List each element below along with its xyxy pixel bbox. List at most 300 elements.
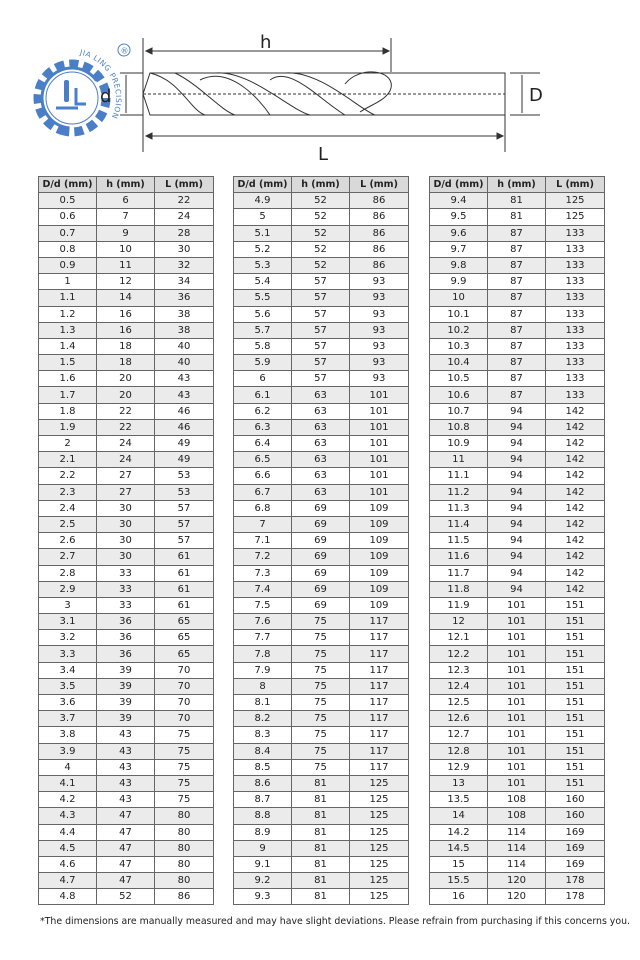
- table-cell: 4.3: [39, 808, 97, 824]
- table-cell: 4.2: [39, 792, 97, 808]
- table-row: [430, 614, 605, 630]
- table-cell: 2.1: [39, 452, 97, 468]
- table-cell: 13.5: [430, 792, 488, 808]
- table-row: [234, 646, 409, 662]
- table-cell: 57: [292, 306, 350, 322]
- table-cell: 117: [350, 695, 409, 711]
- table-cell: 87: [488, 274, 546, 290]
- table-cell: 36: [97, 630, 155, 646]
- table-cell: 93: [350, 290, 409, 306]
- table-cell: 8.9: [234, 824, 292, 840]
- table-cell: 9.6: [430, 225, 488, 241]
- table-cell: 11: [430, 452, 488, 468]
- table-row: [234, 889, 409, 905]
- table-row: [430, 290, 605, 306]
- table-cell: 69: [292, 581, 350, 597]
- table-row: [430, 452, 605, 468]
- table-cell: 69: [292, 597, 350, 613]
- table-row: [39, 533, 214, 549]
- table-row: [234, 209, 409, 225]
- table-cell: 6: [97, 193, 155, 209]
- table-cell: 0.9: [39, 257, 97, 273]
- table-row: [234, 775, 409, 791]
- table-row: [39, 452, 214, 468]
- table-cell: 22: [97, 403, 155, 419]
- table-row: [39, 597, 214, 613]
- table-cell: 46: [155, 403, 214, 419]
- table-cell: 142: [546, 403, 605, 419]
- table-row: [234, 436, 409, 452]
- table-cell: 11.5: [430, 533, 488, 549]
- table-cell: 80: [155, 856, 214, 872]
- table-header-row: [39, 177, 214, 193]
- table-row: [39, 241, 214, 257]
- table-cell: 142: [546, 500, 605, 516]
- column-header: D/d (mm): [234, 177, 292, 193]
- table-cell: 101: [488, 630, 546, 646]
- table-cell: 81: [488, 193, 546, 209]
- table-cell: 4.6: [39, 856, 97, 872]
- table-cell: 151: [546, 775, 605, 791]
- table-cell: 2.7: [39, 549, 97, 565]
- table-cell: 43: [97, 727, 155, 743]
- table-cell: 101: [350, 419, 409, 435]
- table-cell: 57: [292, 322, 350, 338]
- table-cell: 3.3: [39, 646, 97, 662]
- table-cell: 8.8: [234, 808, 292, 824]
- table-cell: 75: [155, 775, 214, 791]
- table-row: [430, 468, 605, 484]
- table-cell: 75: [292, 711, 350, 727]
- table-cell: 11.3: [430, 500, 488, 516]
- table-cell: 1.1: [39, 290, 97, 306]
- table-row: [39, 338, 214, 354]
- table-cell: 5.1: [234, 225, 292, 241]
- table-row: [430, 889, 605, 905]
- table-row: [234, 338, 409, 354]
- table-cell: 94: [488, 403, 546, 419]
- table-cell: 1: [39, 274, 97, 290]
- table-cell: 7.7: [234, 630, 292, 646]
- table-cell: 125: [350, 873, 409, 889]
- column-header: h (mm): [97, 177, 155, 193]
- table-cell: 47: [97, 808, 155, 824]
- table-cell: 11.2: [430, 484, 488, 500]
- table-row: [39, 711, 214, 727]
- table-cell: 16: [430, 889, 488, 905]
- logo-brand-text: JIA LING PRECISION: [79, 47, 124, 121]
- table-cell: 101: [350, 387, 409, 403]
- table-cell: 8.7: [234, 792, 292, 808]
- table-cell: 7.1: [234, 533, 292, 549]
- table-cell: 75: [155, 727, 214, 743]
- table-row: [430, 355, 605, 371]
- table-cell: 101: [350, 403, 409, 419]
- table-row: [39, 824, 214, 840]
- table-cell: 18: [97, 355, 155, 371]
- table-cell: 61: [155, 597, 214, 613]
- table-cell: 75: [292, 662, 350, 678]
- table-cell: 93: [350, 306, 409, 322]
- table-cell: 11.7: [430, 565, 488, 581]
- table-cell: 3: [39, 597, 97, 613]
- table-row: [234, 759, 409, 775]
- table-cell: 22: [155, 193, 214, 209]
- table-cell: 117: [350, 630, 409, 646]
- table-cell: 133: [546, 306, 605, 322]
- table-row: [39, 662, 214, 678]
- table-cell: 80: [155, 824, 214, 840]
- table-row: [39, 889, 214, 905]
- table-cell: 13: [430, 775, 488, 791]
- table-cell: 109: [350, 565, 409, 581]
- table-cell: 3.6: [39, 695, 97, 711]
- table-row: [430, 436, 605, 452]
- table-cell: 43: [155, 387, 214, 403]
- table-cell: 11.4: [430, 516, 488, 532]
- table-cell: 133: [546, 274, 605, 290]
- table-cell: 33: [97, 565, 155, 581]
- table-row: [39, 727, 214, 743]
- table-cell: 30: [97, 549, 155, 565]
- table-cell: 81: [292, 856, 350, 872]
- table-row: [430, 581, 605, 597]
- label-D: D: [529, 85, 543, 106]
- table-row: [234, 824, 409, 840]
- table-cell: 108: [488, 792, 546, 808]
- table-cell: 70: [155, 678, 214, 694]
- table-cell: 4.7: [39, 873, 97, 889]
- table-row: [39, 225, 214, 241]
- table-row: [39, 856, 214, 872]
- table-cell: 94: [488, 516, 546, 532]
- table-cell: 28: [155, 225, 214, 241]
- table-row: [234, 727, 409, 743]
- table-row: [430, 549, 605, 565]
- table-cell: 3.1: [39, 614, 97, 630]
- table-cell: 1.6: [39, 371, 97, 387]
- table-cell: 75: [292, 614, 350, 630]
- table-header-row: [430, 177, 605, 193]
- table-cell: 10.9: [430, 436, 488, 452]
- table-row: [234, 193, 409, 209]
- table-cell: 7.2: [234, 549, 292, 565]
- table-cell: 151: [546, 646, 605, 662]
- table-cell: 86: [155, 889, 214, 905]
- table-cell: 3.2: [39, 630, 97, 646]
- table-row: [234, 468, 409, 484]
- drill-drawing: [120, 38, 540, 152]
- table-cell: 70: [155, 711, 214, 727]
- table-cell: 94: [488, 533, 546, 549]
- table-cell: 87: [488, 355, 546, 371]
- table-cell: 81: [292, 775, 350, 791]
- table-cell: 86: [350, 257, 409, 273]
- table-cell: 5.6: [234, 306, 292, 322]
- table-cell: 8.6: [234, 775, 292, 791]
- table-cell: 3.5: [39, 678, 97, 694]
- table-cell: 7.5: [234, 597, 292, 613]
- table-row: [39, 484, 214, 500]
- table-cell: 75: [292, 678, 350, 694]
- table-cell: 10.7: [430, 403, 488, 419]
- table-cell: 75: [292, 759, 350, 775]
- table-cell: 36: [97, 614, 155, 630]
- table-cell: 63: [292, 403, 350, 419]
- table-cell: 151: [546, 678, 605, 694]
- registered-mark: ®: [120, 46, 129, 56]
- table-cell: 7.6: [234, 614, 292, 630]
- table-cell: 4.4: [39, 824, 97, 840]
- table-cell: 94: [488, 419, 546, 435]
- table-cell: 2.2: [39, 468, 97, 484]
- table-row: [39, 371, 214, 387]
- table-cell: 10: [97, 241, 155, 257]
- table-row: [39, 873, 214, 889]
- table-cell: 43: [97, 792, 155, 808]
- table-row: [430, 306, 605, 322]
- table-cell: 24: [155, 209, 214, 225]
- table-row: [430, 371, 605, 387]
- size-table-1: [38, 176, 214, 905]
- table-cell: 57: [155, 500, 214, 516]
- table-cell: 142: [546, 468, 605, 484]
- table-row: [430, 274, 605, 290]
- table-cell: 65: [155, 614, 214, 630]
- table-cell: 63: [292, 387, 350, 403]
- table-cell: 10.1: [430, 306, 488, 322]
- drill-dimension-diagram: [0, 0, 640, 170]
- table-cell: 133: [546, 322, 605, 338]
- table-cell: 52: [292, 241, 350, 257]
- table-cell: 8.2: [234, 711, 292, 727]
- table-row: [39, 468, 214, 484]
- disclaimer-note: *The dimensions are manually measured and may have slight deviations. Please refrain from purchasing if this concerns you.: [40, 916, 631, 927]
- table-cell: 86: [350, 225, 409, 241]
- table-cell: 151: [546, 743, 605, 759]
- table-row: [39, 193, 214, 209]
- table-cell: 2.8: [39, 565, 97, 581]
- table-cell: 9.9: [430, 274, 488, 290]
- table-row: [39, 516, 214, 532]
- table-cell: 3.8: [39, 727, 97, 743]
- table-row: [39, 792, 214, 808]
- table-cell: 93: [350, 322, 409, 338]
- table-cell: 114: [488, 824, 546, 840]
- table-cell: 1.2: [39, 306, 97, 322]
- table-row: [39, 257, 214, 273]
- table-cell: 14: [97, 290, 155, 306]
- table-row: [430, 257, 605, 273]
- table-cell: 142: [546, 419, 605, 435]
- table-cell: 94: [488, 436, 546, 452]
- table-cell: 12: [430, 614, 488, 630]
- table-cell: 142: [546, 581, 605, 597]
- table-cell: 81: [488, 209, 546, 225]
- table-cell: 101: [350, 468, 409, 484]
- column-header: L (mm): [155, 177, 214, 193]
- table-cell: 30: [97, 516, 155, 532]
- table-row: [234, 808, 409, 824]
- table-cell: 9.3: [234, 889, 292, 905]
- table-row: [234, 290, 409, 306]
- table-cell: 11.9: [430, 597, 488, 613]
- table-row: [430, 193, 605, 209]
- table-cell: 75: [292, 630, 350, 646]
- table-row: [430, 759, 605, 775]
- table-cell: 9.8: [430, 257, 488, 273]
- table-cell: 8.4: [234, 743, 292, 759]
- table-cell: 11.1: [430, 468, 488, 484]
- table-cell: 5.8: [234, 338, 292, 354]
- table-row: [430, 775, 605, 791]
- table-row: [234, 695, 409, 711]
- table-cell: 69: [292, 516, 350, 532]
- table-cell: 33: [97, 597, 155, 613]
- table-row: [430, 646, 605, 662]
- table-cell: 5.2: [234, 241, 292, 257]
- table-cell: 53: [155, 484, 214, 500]
- table-row: [430, 241, 605, 257]
- table-cell: 10.4: [430, 355, 488, 371]
- table-cell: 12.1: [430, 630, 488, 646]
- table-cell: 101: [488, 759, 546, 775]
- table-row: [430, 419, 605, 435]
- table-cell: 1.7: [39, 387, 97, 403]
- table-cell: 24: [97, 436, 155, 452]
- table-row: [39, 581, 214, 597]
- table-cell: 101: [488, 597, 546, 613]
- table-cell: 38: [155, 306, 214, 322]
- table-cell: 39: [97, 662, 155, 678]
- table-cell: 7.8: [234, 646, 292, 662]
- table-cell: 178: [546, 889, 605, 905]
- table-row: [234, 678, 409, 694]
- table-row: [234, 484, 409, 500]
- table-cell: 94: [488, 484, 546, 500]
- table-cell: 3.7: [39, 711, 97, 727]
- table-cell: 117: [350, 711, 409, 727]
- table-cell: 7.3: [234, 565, 292, 581]
- table-cell: 69: [292, 549, 350, 565]
- table-cell: 101: [350, 484, 409, 500]
- column-header: L (mm): [350, 177, 409, 193]
- table-cell: 160: [546, 792, 605, 808]
- table-cell: 69: [292, 500, 350, 516]
- table-cell: 101: [488, 678, 546, 694]
- table-cell: 94: [488, 565, 546, 581]
- table-row: [430, 565, 605, 581]
- table-cell: 57: [292, 290, 350, 306]
- table-row: [234, 533, 409, 549]
- brand-logo: [33, 44, 130, 137]
- table-cell: 16: [97, 322, 155, 338]
- table-cell: 63: [292, 452, 350, 468]
- table-cell: 34: [155, 274, 214, 290]
- table-cell: 81: [292, 889, 350, 905]
- table-cell: 69: [292, 565, 350, 581]
- table-row: [234, 516, 409, 532]
- table-cell: 4.8: [39, 889, 97, 905]
- table-cell: 101: [350, 436, 409, 452]
- table-row: [39, 500, 214, 516]
- table-cell: 63: [292, 468, 350, 484]
- table-row: [430, 484, 605, 500]
- table-row: [39, 646, 214, 662]
- table-cell: 15: [430, 856, 488, 872]
- table-cell: 20: [97, 387, 155, 403]
- table-cell: 125: [546, 209, 605, 225]
- table-cell: 6.8: [234, 500, 292, 516]
- table-cell: 4: [39, 759, 97, 775]
- table-cell: 101: [350, 452, 409, 468]
- table-cell: 43: [97, 743, 155, 759]
- table-cell: 47: [97, 824, 155, 840]
- table-cell: 80: [155, 808, 214, 824]
- table-cell: 81: [292, 873, 350, 889]
- table-cell: 57: [292, 338, 350, 354]
- table-cell: 47: [97, 873, 155, 889]
- table-cell: 75: [155, 759, 214, 775]
- table-cell: 133: [546, 257, 605, 273]
- table-row: [430, 711, 605, 727]
- table-cell: 80: [155, 840, 214, 856]
- table-cell: 125: [350, 775, 409, 791]
- table-cell: 101: [488, 743, 546, 759]
- table-cell: 101: [488, 775, 546, 791]
- table-cell: 1.3: [39, 322, 97, 338]
- table-cell: 87: [488, 241, 546, 257]
- table-row: [39, 387, 214, 403]
- table-cell: 4.5: [39, 840, 97, 856]
- table-cell: 142: [546, 484, 605, 500]
- table-cell: 14.5: [430, 840, 488, 856]
- table-cell: 0.8: [39, 241, 97, 257]
- table-cell: 151: [546, 759, 605, 775]
- table-cell: 94: [488, 468, 546, 484]
- table-cell: 9.2: [234, 873, 292, 889]
- table-cell: 151: [546, 727, 605, 743]
- table-header-row: [234, 177, 409, 193]
- table-row: [430, 695, 605, 711]
- table-row: [234, 387, 409, 403]
- table-cell: 114: [488, 856, 546, 872]
- table-cell: 81: [292, 792, 350, 808]
- table-cell: 53: [155, 468, 214, 484]
- table-cell: 160: [546, 808, 605, 824]
- table-row: [234, 743, 409, 759]
- table-row: [234, 630, 409, 646]
- table-cell: 8.5: [234, 759, 292, 775]
- table-cell: 10.8: [430, 419, 488, 435]
- table-cell: 0.6: [39, 209, 97, 225]
- table-cell: 10.6: [430, 387, 488, 403]
- table-cell: 9.4: [430, 193, 488, 209]
- table-row: [430, 678, 605, 694]
- table-cell: 125: [350, 792, 409, 808]
- table-cell: 120: [488, 873, 546, 889]
- table-row: [430, 743, 605, 759]
- table-row: [234, 792, 409, 808]
- table-cell: 117: [350, 743, 409, 759]
- table-cell: 70: [155, 662, 214, 678]
- table-cell: 9: [97, 225, 155, 241]
- table-cell: 43: [97, 759, 155, 775]
- table-row: [39, 403, 214, 419]
- table-cell: 69: [292, 533, 350, 549]
- table-cell: 87: [488, 387, 546, 403]
- table-cell: 61: [155, 565, 214, 581]
